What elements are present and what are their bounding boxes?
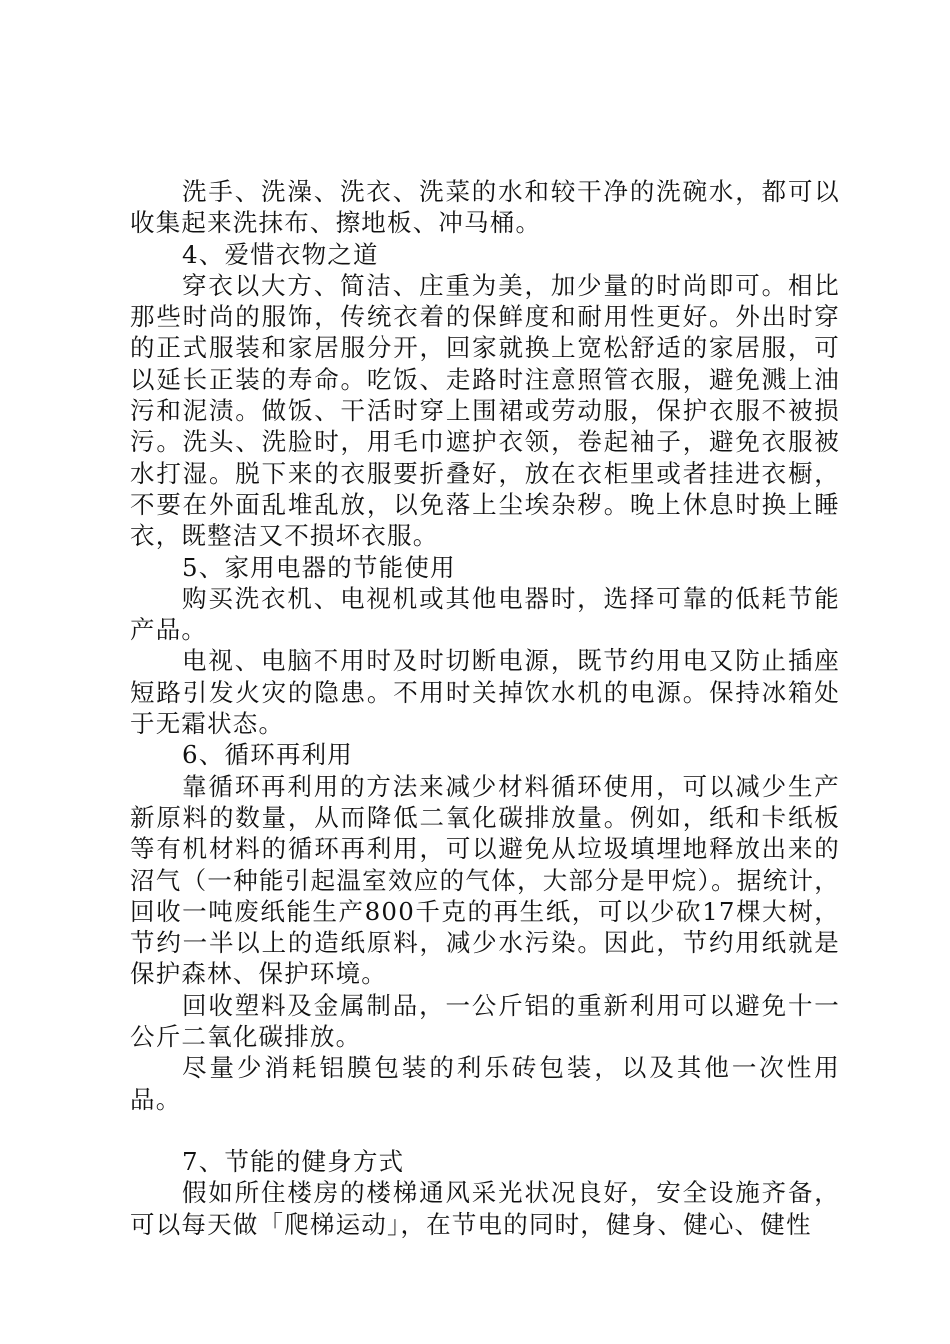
paragraph-clothing-care: 穿衣以大方、简洁、庄重为美，加少量的时尚即可。相比那些时尚的服饰，传统衣着的保鲜度和耐用性更好。外出时穿的正式服装和家居服分开，回家就换上宽松舒适的家居服，可以延长正装的寿命。吃饭、走路时注意照管衣服，避免溅上油污和泥渍。做饭、干活时穿上围裙或劳动服，保护衣服不被损污。洗头、洗脸时，用毛巾遮护衣领，卷起袖子，避免衣服被水打湿。脱下来的衣服要折叠好，放在衣柜里或者挂进衣橱，不要在外面乱堆乱放，以免落上尘埃杂秽。晚上休息时换上睡衣，既整洁又不损坏衣服。 [130, 270, 840, 551]
paragraph-packaging: 尽量少消耗铝膜包装的利乐砖包装，以及其他一次性用品。 [130, 1053, 840, 1114]
paragraph-recycling-paper: 靠循环再利用的方法来减少材料循环使用，可以减少生产新原料的数量，从而降低二氧化碳排放量。例如，纸和卡纸板等有机材料的循环再利用，可以避免从垃圾填埋地释放出来的沼气（一种能引起温室效应的气体，大部分是甲烷）。据统计，回收一吨废纸能生产800千克的再生纸，可以少砍17棵大树，节约一半以上的造纸原料，减少水污染。因此，节约用纸就是保护森林、保护环境。 [130, 771, 840, 989]
section-heading-clothing: 4、爱惜衣物之道 [182, 239, 379, 269]
section-heading-appliances: 5、家用电器的节能使用 [182, 552, 456, 582]
blank-line [130, 1115, 840, 1146]
paragraph-appliance-purchase: 购买洗衣机、电视机或其他电器时，选择可靠的低耗节能产品。 [130, 583, 840, 645]
section-heading-recycling: 6、循环再利用 [182, 740, 353, 770]
paragraph-stair-exercise: 假如所住楼房的楼梯通风采光状况良好，安全设施齐备，可以每天做「爬梯运动」，在节电的同时，健身、健心、健性 [130, 1178, 840, 1239]
paragraph-recycling-metal: 回收塑料及金属制品，一公斤铝的重新利用可以避免十一公斤二氧化碳排放。 [130, 990, 840, 1052]
section-heading-exercise: 7、节能的健身方式 [182, 1146, 405, 1176]
paragraph-appliance-power: 电视、电脑不用时及时切断电源，既节约用电又防止插座短路引发火灾的隐患。不用时关掉饮水机的电源。保持冰箱处于无霜状态。 [130, 646, 840, 739]
document-body [130, 176, 840, 1240]
paragraph-water-reuse: 洗手、洗澡、洗衣、洗菜的水和较干净的洗碗水，都可以收集起来洗抹布、擦地板、冲马桶。 [130, 177, 840, 238]
